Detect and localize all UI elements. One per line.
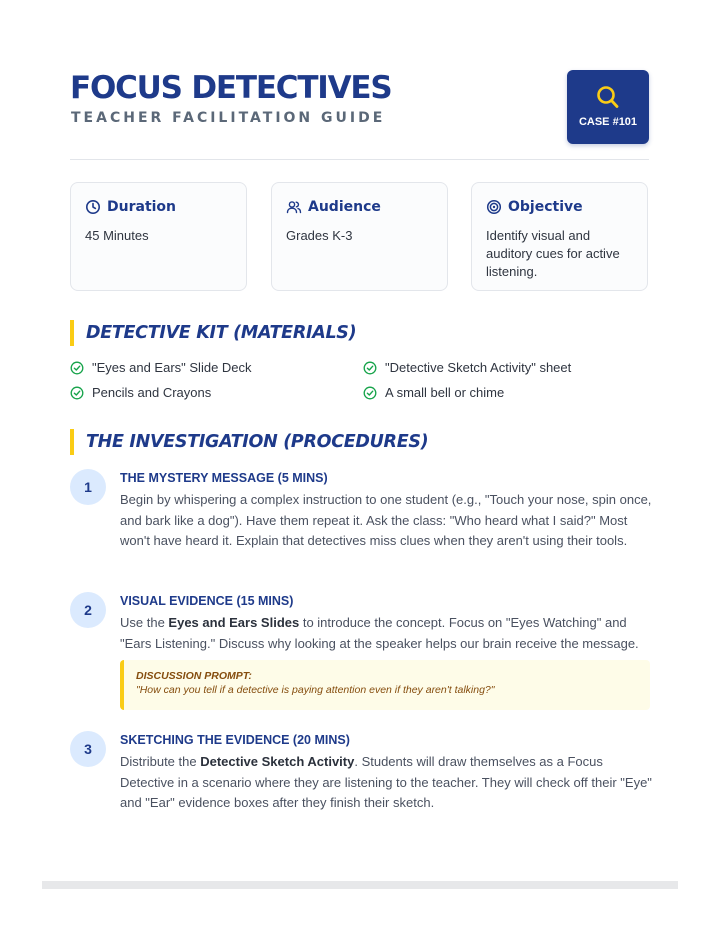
- clock-icon: [85, 199, 101, 215]
- material-item: [363, 385, 504, 400]
- step-text: Distribute the: [120, 754, 201, 769]
- check-circle-icon: [70, 386, 84, 400]
- procedures-heading-text: THE INVESTIGATION (PROCEDURES): [86, 432, 429, 452]
- prompt-label: DISCUSSION PROMPT:: [136, 670, 252, 682]
- step-number-badge: 1: [70, 469, 106, 505]
- magnifier-icon: [596, 85, 620, 111]
- target-icon: [486, 199, 502, 215]
- materials-heading: [70, 320, 356, 346]
- material-label: Pencils and Crayons: [92, 385, 212, 400]
- case-badge: [567, 70, 649, 144]
- objective-card: [471, 182, 648, 291]
- header-divider: [70, 159, 649, 160]
- audience-card: [271, 182, 448, 291]
- step-text-emphasis: Eyes and Ears Slides: [168, 615, 300, 630]
- duration-title: Duration: [107, 199, 177, 215]
- step-title: SKETCHING THE EVIDENCE (20 MINS): [120, 733, 350, 747]
- step-text: Use the: [120, 615, 169, 630]
- objective-title: Objective: [508, 199, 583, 215]
- users-icon: [286, 199, 302, 215]
- page-subtitle: TEACHER FACILITATION GUIDE: [71, 110, 386, 126]
- material-item: [363, 360, 571, 375]
- step-title: THE MYSTERY MESSAGE (5 MINS): [120, 471, 328, 485]
- case-number: CASE #101: [578, 116, 638, 128]
- check-circle-icon: [363, 361, 377, 375]
- audience-value: Grades K-3: [286, 228, 353, 243]
- step-number-badge: 2: [70, 592, 106, 628]
- material-label: "Detective Sketch Activity" sheet: [385, 360, 572, 375]
- step-description: [120, 752, 652, 814]
- audience-title: Audience: [308, 199, 381, 215]
- duration-card: [70, 182, 247, 291]
- prompt-text: "How can you tell if a detective is paying attention even if they aren't talking?": [136, 684, 495, 696]
- duration-value: 45 Minutes: [85, 228, 149, 243]
- check-circle-icon: [70, 361, 84, 375]
- step-text-emphasis: Detective Sketch Activity: [200, 754, 355, 769]
- material-label: A small bell or chime: [385, 385, 505, 400]
- step-text: to introduce the concept. Focus on "Eyes Watching" and "Ears Listening." Discuss why looking at the speaker helps our brain receive the message.: [120, 615, 639, 651]
- step-description: [120, 613, 652, 654]
- discussion-prompt: [120, 660, 650, 710]
- step-description: Begin by whispering a complex instruction to one student (e.g., "Touch your nose, spin once, and bark like a dog"). Have them repeat it. Ask the class: "Who heard what I said?" Most won't have heard it. Explain that detectives miss clues when they aren't using their tools.: [120, 492, 652, 548]
- page-title: FOCUS DETECTIVES: [70, 70, 392, 106]
- step-text: . Students will draw themselves as a Focus Detective in a scenario where they are listening to the teacher. They will check off their "Eye" and "Ear" evidence boxes after they finish their sketch.: [120, 754, 652, 810]
- procedures-heading: [70, 429, 428, 455]
- footer-bar: [42, 881, 678, 889]
- material-label: "Eyes and Ears" Slide Deck: [92, 360, 252, 375]
- material-item: [70, 385, 211, 400]
- material-item: [70, 360, 252, 375]
- check-circle-icon: [363, 386, 377, 400]
- objective-value: Identify visual and auditory cues for active listening.: [486, 228, 620, 279]
- step-number-badge: 3: [70, 731, 106, 767]
- materials-heading-text: DETECTIVE KIT (MATERIALS): [86, 323, 357, 343]
- step-title: VISUAL EVIDENCE (15 MINS): [120, 594, 294, 608]
